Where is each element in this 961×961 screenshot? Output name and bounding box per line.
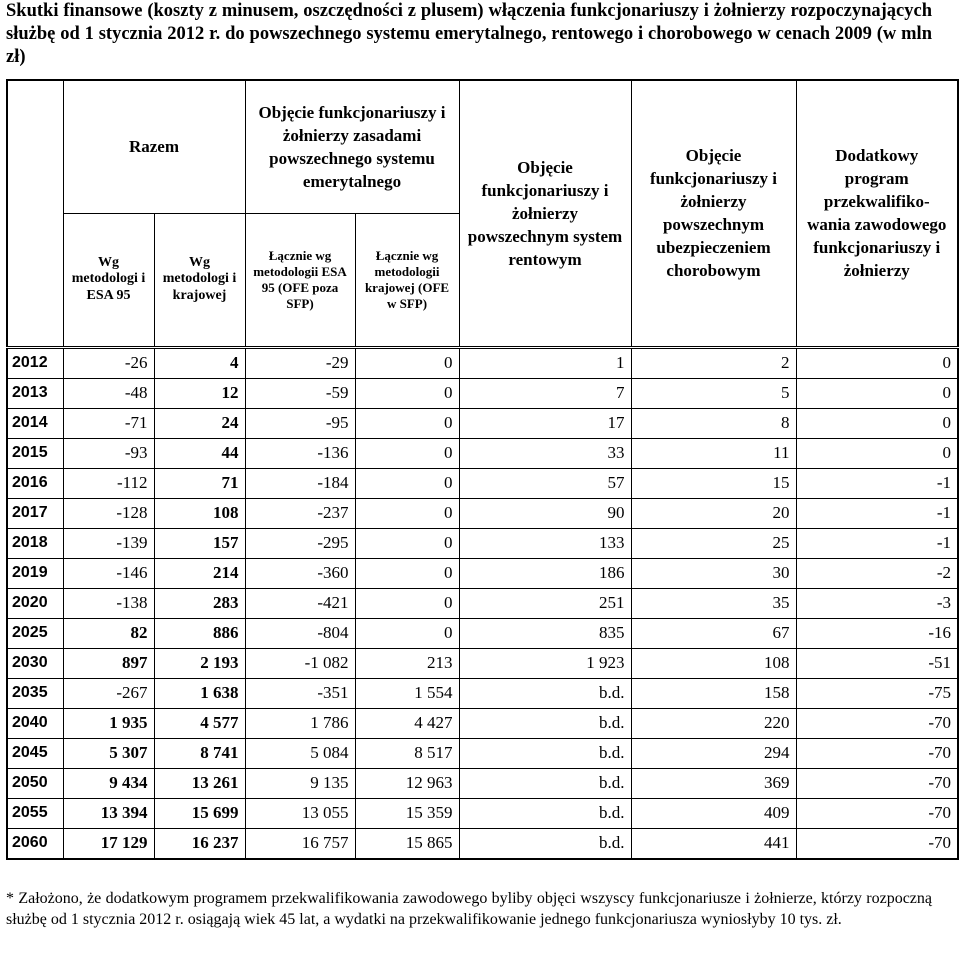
value-cell: b.d. [459,828,631,859]
value-cell: 886 [154,618,245,648]
value-cell: 0 [355,498,459,528]
value-cell: 20 [631,498,796,528]
wg-esa-header: Wg metodologi i ESA 95 [63,213,154,347]
value-cell: -360 [245,558,355,588]
value-cell: -29 [245,347,355,378]
value-cell: 108 [154,498,245,528]
value-cell: 8 [631,408,796,438]
footnote: * Założono, że dodatkowym programem przekwalifikowania zawodowego byliby objęci wszyscy funkcjonariusze i żołnierze, którzy rozpoczną służbę od 1 stycznia 2012 r. osiągają wiek 45 lat, a wydatki na przekwalifikowanie jednego funkcjonariusza wyniosłyby 10 tys. zł. [6,890,932,928]
value-cell: 5 307 [63,738,154,768]
value-cell: -1 [796,528,958,558]
table-row [7,768,958,798]
value-cell: 251 [459,588,631,618]
value-cell: -421 [245,588,355,618]
table-title: Skutki finansowe (koszty z minusem, oszczędności z plusem) włączenia funkcjonariuszy i żołnierzy rozpoczynających służbę od 1 stycznia 2012 r. do powszechnego systemu emerytalnego, rentowego i chorobowego w cenach 2009 (w mln zł) [6,1,932,67]
value-cell: 67 [631,618,796,648]
chorobowy-header: Objęcie funkcjonariuszy i żołnierzy powszechnym ubezpieczeniem chorobowym [631,80,796,347]
value-cell: -1 [796,498,958,528]
table-body [7,347,958,859]
table-row [7,648,958,678]
value-cell: -95 [245,408,355,438]
value-cell: -51 [796,648,958,678]
year-cell: 2020 [7,588,63,618]
year-cell: 2030 [7,648,63,678]
table-row [7,618,958,648]
value-cell: -70 [796,708,958,738]
value-cell: -136 [245,438,355,468]
value-cell: 9 434 [63,768,154,798]
value-cell: -75 [796,678,958,708]
value-cell: -128 [63,498,154,528]
value-cell: -3 [796,588,958,618]
value-cell: 0 [796,378,958,408]
value-cell: 108 [631,648,796,678]
value-cell: 220 [631,708,796,738]
value-cell: 4 [154,347,245,378]
table-row [7,408,958,438]
value-cell: 13 261 [154,768,245,798]
value-cell: b.d. [459,708,631,738]
value-cell: 1 786 [245,708,355,738]
value-cell: 90 [459,498,631,528]
year-cell: 2019 [7,558,63,588]
value-cell: 213 [355,648,459,678]
value-cell: -112 [63,468,154,498]
value-cell: 12 [154,378,245,408]
year-cell: 2018 [7,528,63,558]
value-cell: 0 [355,378,459,408]
value-cell: -70 [796,828,958,859]
value-cell: -48 [63,378,154,408]
value-cell: 15 [631,468,796,498]
value-cell: -237 [245,498,355,528]
wg-krajowej-header: Wg metodologi i krajowej [154,213,245,347]
value-cell: -146 [63,558,154,588]
value-cell: 0 [355,528,459,558]
table-row [7,558,958,588]
table-row [7,708,958,738]
value-cell: 12 963 [355,768,459,798]
value-cell: -26 [63,347,154,378]
value-cell: -2 [796,558,958,588]
year-cell: 2060 [7,828,63,859]
value-cell: 409 [631,798,796,828]
value-cell: 15 699 [154,798,245,828]
year-cell: 2055 [7,798,63,828]
value-cell: 9 135 [245,768,355,798]
value-cell: 11 [631,438,796,468]
lacznie-esa-header: Łącznie wg metodologii ESA 95 (OFE poza SFP) [245,213,355,347]
table-row [7,588,958,618]
value-cell: -267 [63,678,154,708]
year-cell: 2025 [7,618,63,648]
value-cell: 0 [796,438,958,468]
value-cell: 283 [154,588,245,618]
year-cell: 2045 [7,738,63,768]
value-cell: b.d. [459,738,631,768]
table-row [7,678,958,708]
value-cell: 0 [355,347,459,378]
value-cell: 441 [631,828,796,859]
value-cell: -139 [63,528,154,558]
value-cell: 30 [631,558,796,588]
table-row [7,438,958,468]
value-cell: 0 [796,347,958,378]
value-cell: -59 [245,378,355,408]
value-cell: 186 [459,558,631,588]
value-cell: -184 [245,468,355,498]
rentowy-header: Objęcie funkcjonariuszy i żołnierzy powszechnym system rentowym [459,80,631,347]
value-cell: 25 [631,528,796,558]
value-cell: 157 [154,528,245,558]
value-cell: 71 [154,468,245,498]
value-cell: -1 [796,468,958,498]
table-row [7,498,958,528]
table-row [7,378,958,408]
value-cell: b.d. [459,768,631,798]
lacznie-krajowej-header: Łącznie wg metodologii krajowej (OFE w SFP) [355,213,459,347]
value-cell: -16 [796,618,958,648]
value-cell: 0 [355,438,459,468]
value-cell: b.d. [459,798,631,828]
value-cell: 1 935 [63,708,154,738]
value-cell: 5 084 [245,738,355,768]
value-cell: 294 [631,738,796,768]
value-cell: 57 [459,468,631,498]
value-cell: -351 [245,678,355,708]
value-cell: 133 [459,528,631,558]
value-cell: -295 [245,528,355,558]
value-cell: 16 757 [245,828,355,859]
year-cell: 2016 [7,468,63,498]
year-cell: 2035 [7,678,63,708]
value-cell: 17 129 [63,828,154,859]
value-cell: -804 [245,618,355,648]
value-cell: -71 [63,408,154,438]
value-cell: -70 [796,738,958,768]
value-cell: 33 [459,438,631,468]
value-cell: 15 359 [355,798,459,828]
year-cell: 2013 [7,378,63,408]
value-cell: 13 394 [63,798,154,828]
value-cell: 1 554 [355,678,459,708]
value-cell: 0 [796,408,958,438]
value-cell: 5 [631,378,796,408]
value-cell: 0 [355,618,459,648]
value-cell: 1 638 [154,678,245,708]
value-cell: -93 [63,438,154,468]
value-cell: 4 577 [154,708,245,738]
value-cell: 8 517 [355,738,459,768]
value-cell: 16 237 [154,828,245,859]
value-cell: 897 [63,648,154,678]
value-cell: 0 [355,588,459,618]
value-cell: 835 [459,618,631,648]
value-cell: 8 741 [154,738,245,768]
table-row [7,828,958,859]
razem-header: Razem [63,80,245,213]
value-cell: 35 [631,588,796,618]
value-cell: -70 [796,768,958,798]
table-row [7,347,958,378]
value-cell: 24 [154,408,245,438]
year-cell: 2050 [7,768,63,798]
year-cell: 2014 [7,408,63,438]
value-cell: 0 [355,558,459,588]
financial-effects-table [6,79,959,860]
value-cell: 15 865 [355,828,459,859]
table-row [7,798,958,828]
value-cell: 4 427 [355,708,459,738]
value-cell: 2 [631,347,796,378]
value-cell: b.d. [459,678,631,708]
value-cell: 2 193 [154,648,245,678]
value-cell: 0 [355,408,459,438]
value-cell: -70 [796,798,958,828]
value-cell: 13 055 [245,798,355,828]
przekwalifikowanie-header: Dodatkowy program przekwalifiko-wania zawodowego funkcjonariuszy i żołnierzy [796,80,958,347]
value-cell: 369 [631,768,796,798]
value-cell: 1 [459,347,631,378]
value-cell: -138 [63,588,154,618]
year-cell: 2012 [7,347,63,378]
year-header [7,80,63,347]
value-cell: 214 [154,558,245,588]
table-row [7,528,958,558]
value-cell: 44 [154,438,245,468]
table-row [7,738,958,768]
value-cell: 82 [63,618,154,648]
year-cell: 2017 [7,498,63,528]
year-cell: 2040 [7,708,63,738]
value-cell: 158 [631,678,796,708]
emerytalny-header: Objęcie funkcjonariuszy i żołnierzy zasadami powszechnego systemu emerytalnego [245,80,459,213]
value-cell: -1 082 [245,648,355,678]
year-cell: 2015 [7,438,63,468]
value-cell: 1 923 [459,648,631,678]
value-cell: 17 [459,408,631,438]
value-cell: 0 [355,468,459,498]
table-row [7,468,958,498]
value-cell: 7 [459,378,631,408]
